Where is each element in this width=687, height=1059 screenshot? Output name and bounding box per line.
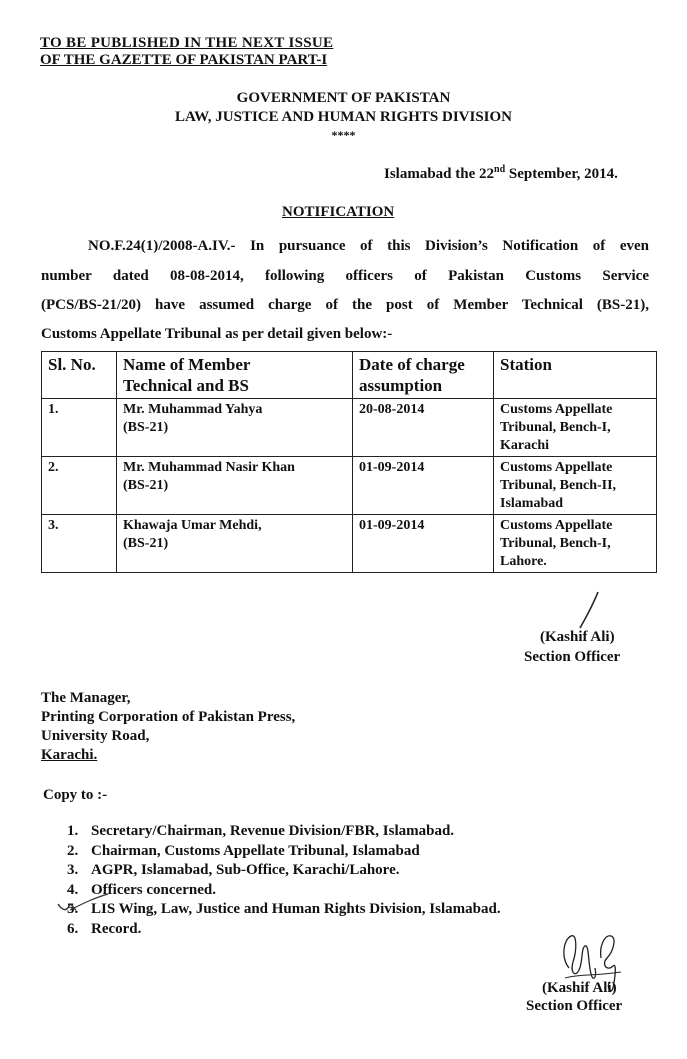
cell-sl: 3. — [42, 515, 117, 573]
cell-date: 01-09-2014 — [353, 515, 494, 573]
date-line — [384, 164, 618, 183]
addressee-line4: Karachi. — [41, 747, 98, 763]
publish-note-line1: TO BE PUBLISHED IN THE NEXT ISSUE — [40, 35, 334, 51]
notification-title: NOTIFICATION — [282, 204, 395, 220]
addressee-line3: University Road, — [41, 728, 150, 744]
cell-station: Customs Appellate Tribunal, Bench-II, Islamabad — [494, 457, 657, 515]
publish-note-line2: OF THE GAZETTE OF PAKISTAN PART-I — [40, 52, 328, 68]
list-item: 3. AGPR, Islamabad, Sub-Office, Karachi/Lahore. — [67, 862, 400, 878]
table-row — [42, 515, 657, 573]
copy-to-label: Copy to :- — [43, 787, 108, 803]
signatory1-name: (Kashif Ali) — [540, 629, 615, 645]
table-header-row — [42, 352, 657, 399]
addressee-line1: The Manager, — [41, 690, 131, 706]
division-heading: LAW, JUSTICE AND HUMAN RIGHTS DIVISION — [174, 109, 513, 125]
government-heading: GOVERNMENT OF PAKISTAN — [236, 90, 451, 106]
date-suffix: nd — [494, 164, 506, 175]
list-item: 2. Chairman, Customs Appellate Tribunal, Islamabad — [67, 842, 420, 859]
cell-name: Khawaja Umar Mehdi, (BS-21) — [117, 515, 353, 573]
signatory1-designation: Section Officer — [524, 649, 621, 665]
copy-to-list — [67, 822, 501, 939]
cell-sl: 1. — [42, 399, 117, 457]
header-station: Station — [494, 352, 657, 399]
signatory2-name: (Kashif Ali) — [542, 980, 617, 996]
list-item: 4. Officers concerned. — [67, 881, 216, 898]
body-line-1: NO.F.24(1)/2008-A.IV.- In pursuance of this Division’s Notification of even — [88, 238, 649, 254]
body-line-4: Customs Appellate Tribunal as per detail given below:- — [41, 326, 393, 342]
cell-date: 01-09-2014 — [353, 457, 494, 515]
handwritten-tick-mark — [56, 892, 110, 916]
cell-date: 20-08-2014 — [353, 399, 494, 457]
cell-station: Customs Appellate Tribunal, Bench-I, Karachi — [494, 399, 657, 457]
date-day: 22 — [479, 166, 495, 182]
header-date: Date of charge assumption — [353, 352, 494, 399]
list-item: 1. Secretary/Chairman, Revenue Division/FBR, Islamabad. — [67, 823, 455, 839]
list-item: 5. LIS Wing, Law, Justice and Human Rights Division, Islamabad. — [67, 901, 501, 917]
cell-sl: 2. — [42, 457, 117, 515]
date-rest: September, 2014. — [508, 166, 618, 182]
officers-table — [41, 351, 657, 573]
signature-mark-1 — [570, 590, 610, 632]
body-line-3: (PCS/BS-21/20) have assumed charge of the post of Member Technical (BS-21), — [41, 297, 649, 313]
addressee-line2: Printing Corporation of Pakistan Press, — [41, 709, 296, 725]
table-row — [42, 457, 657, 515]
cell-station: Customs Appellate Tribunal, Bench-I, Lahore. — [494, 515, 657, 573]
header-sl-no: Sl. No. — [42, 352, 117, 399]
cell-name: Mr. Muhammad Nasir Khan (BS-21) — [117, 457, 353, 515]
cell-name: Mr. Muhammad Yahya (BS-21) — [117, 399, 353, 457]
signatory2-designation: Section Officer — [526, 998, 623, 1014]
table-row — [42, 399, 657, 457]
header-name: Name of Member Technical and BS — [117, 352, 353, 399]
date-prefix: Islamabad the — [384, 166, 476, 182]
header-stars: **** — [331, 128, 356, 142]
body-line-2: number dated 08-08-2014, following officers of Pakistan Customs Service — [41, 268, 649, 284]
list-item: 6. Record. — [67, 920, 142, 937]
